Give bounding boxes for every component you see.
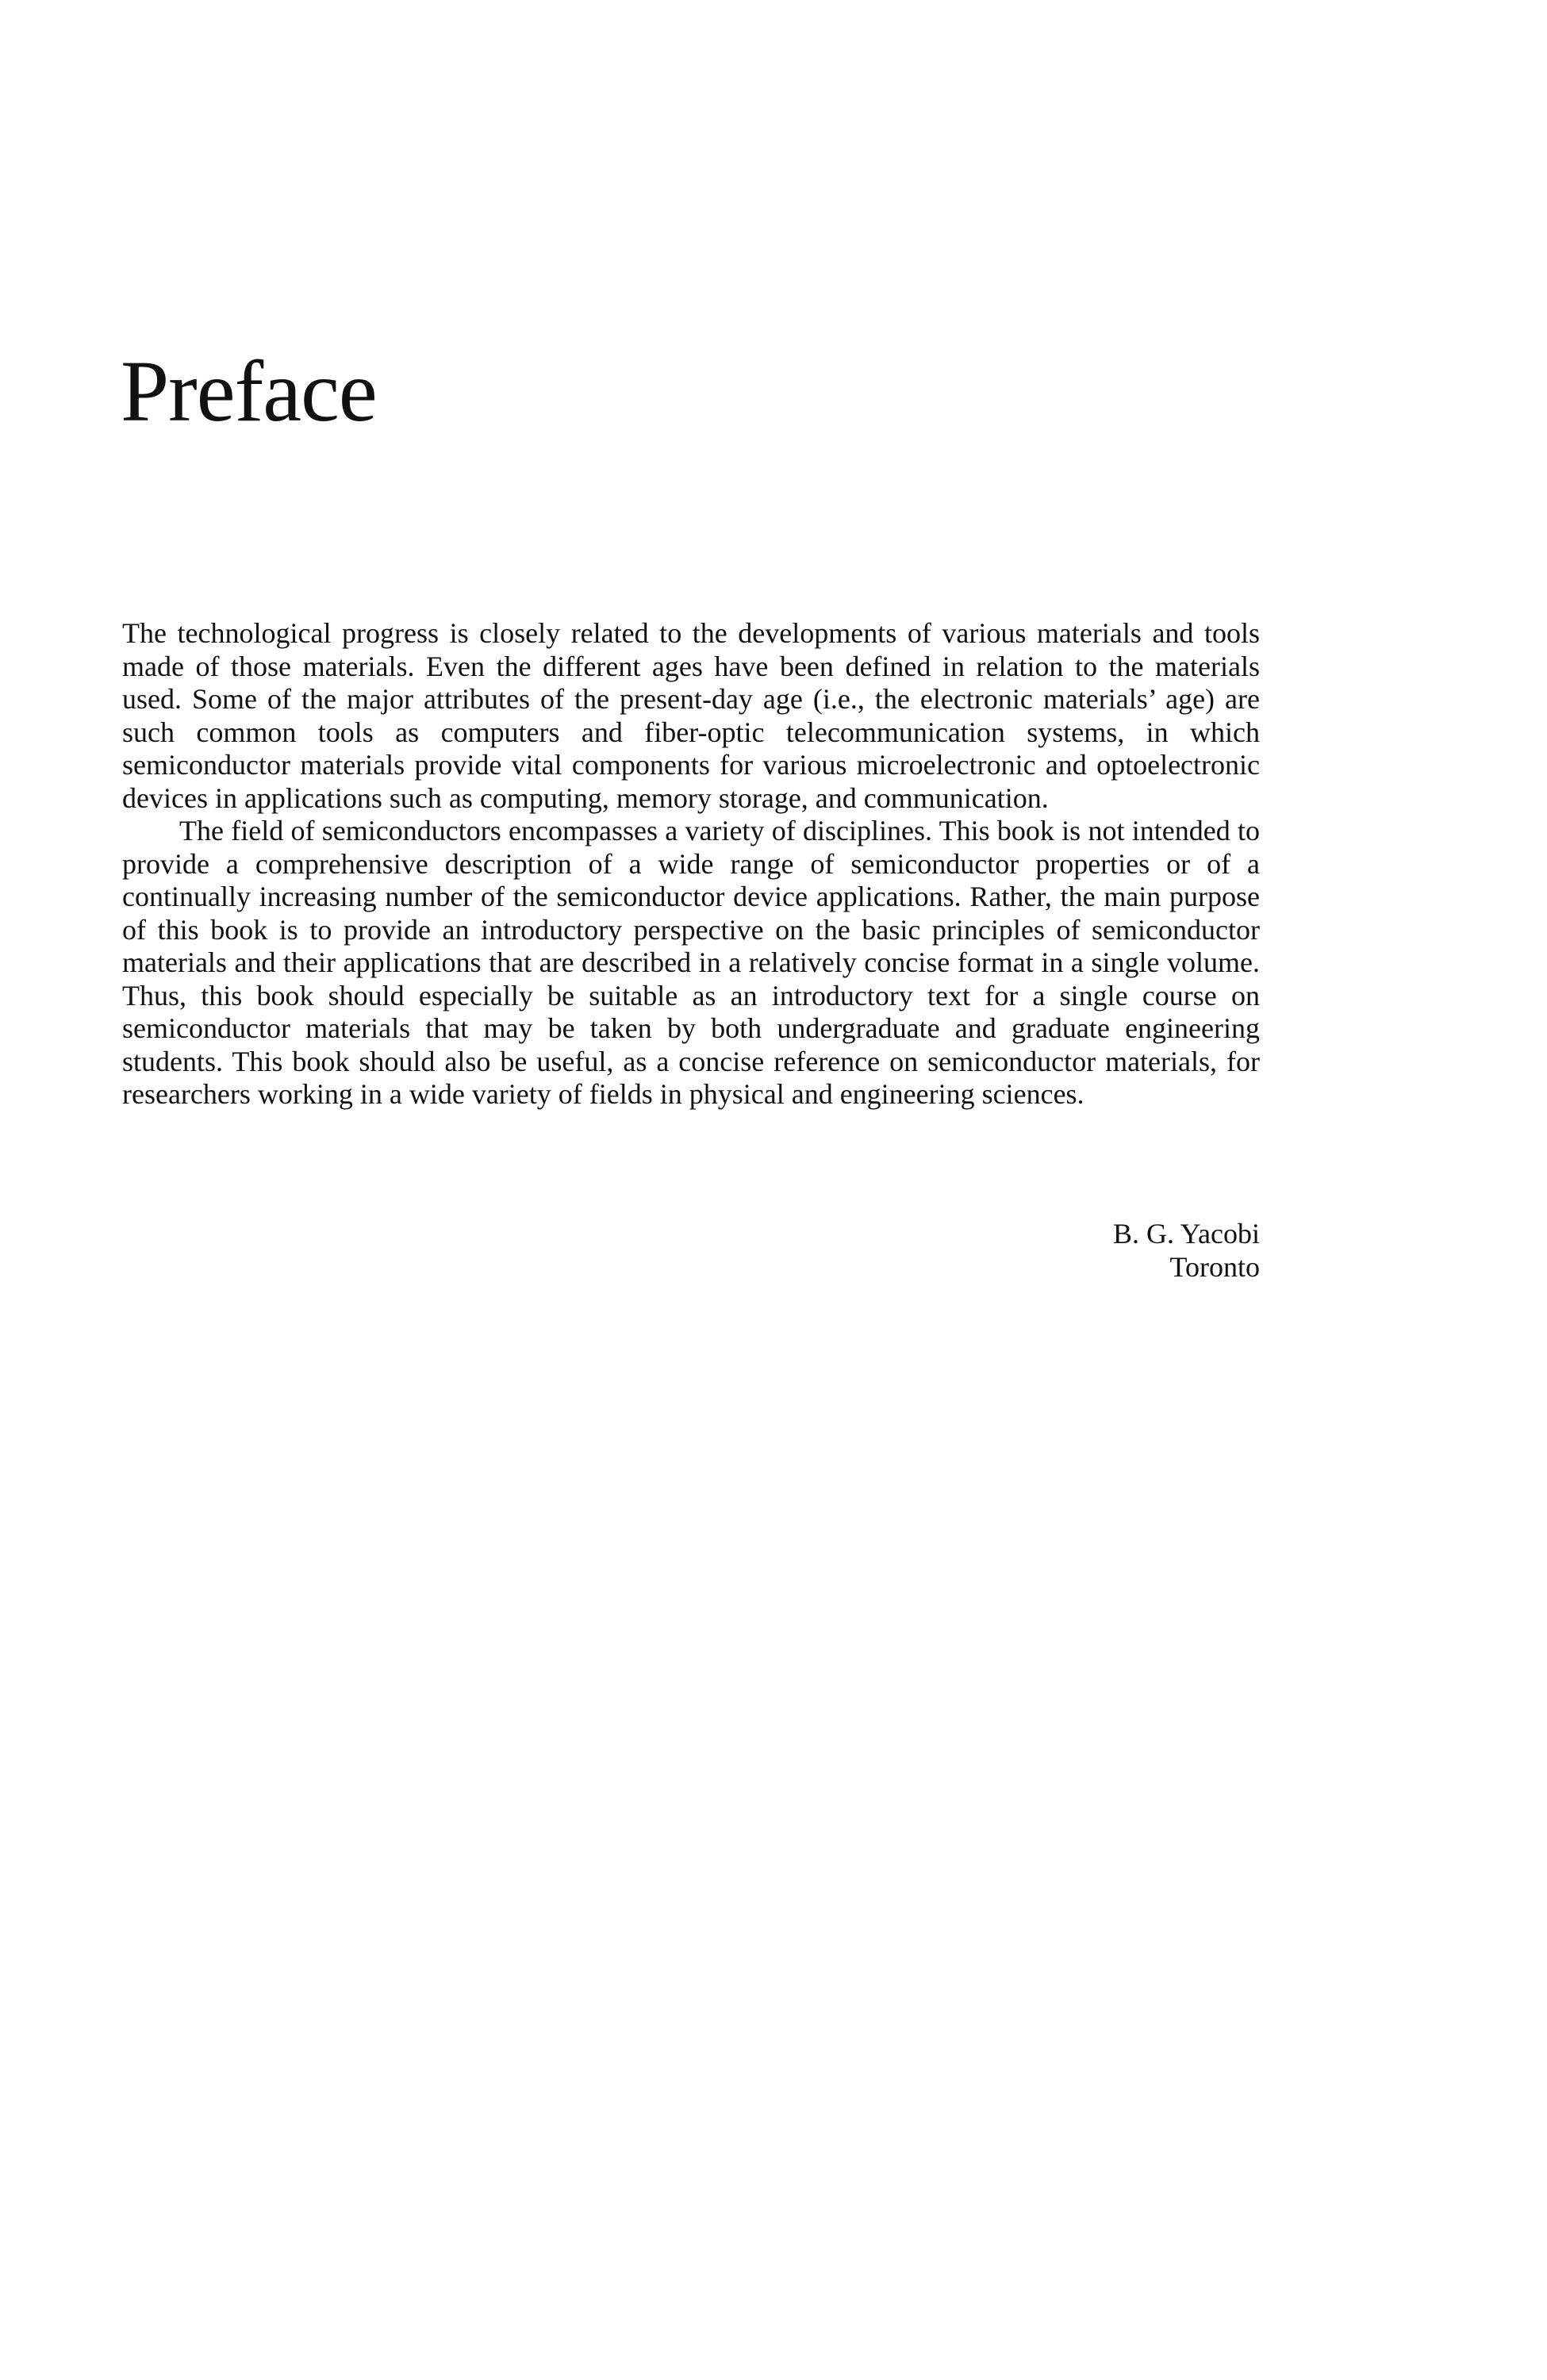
- preface-body: [122, 617, 1260, 1111]
- preface-paragraph-1: The technological progress is closely related to the developments of various materials and tools made of those materials. Even the different ages have been defined in relation to the materials used. Some of the major attributes of the present-day age (i.e., the electronic materials’ age) are such common tools as computers and fiber-optic telecommunication systems, in which semiconductor materials provide vital components for various microelectronic and optoelectronic devices in applications such as computing, memory storage, and communication.: [122, 617, 1260, 814]
- author-name: B. G. Yacobi: [1112, 1218, 1260, 1250]
- signature-block: [1113, 1218, 1260, 1284]
- page-title: Preface: [121, 343, 377, 440]
- author-location: Toronto: [1169, 1250, 1260, 1283]
- preface-paragraph-2: The field of semiconductors encompasses a variety of disciplines. This book is not intended to provide a comprehensive description of a wide range of semiconductor properties or of a continually increasing number of the semiconductor device applications. Rather, the main purpose of this book is to provide an introductory perspective on the basic principles of semiconductor materials and their applications that are described in a relatively concise format in a single volume. Thus, this book should especially be suitable as an introductory text for a single course on semiconductor materials that may be taken by both undergraduate and graduate engineering students. This book should also be useful, as a concise reference on semiconductor materials, for researchers working in a wide variety of fields in physical and engineering sciences.: [122, 815, 1260, 1110]
